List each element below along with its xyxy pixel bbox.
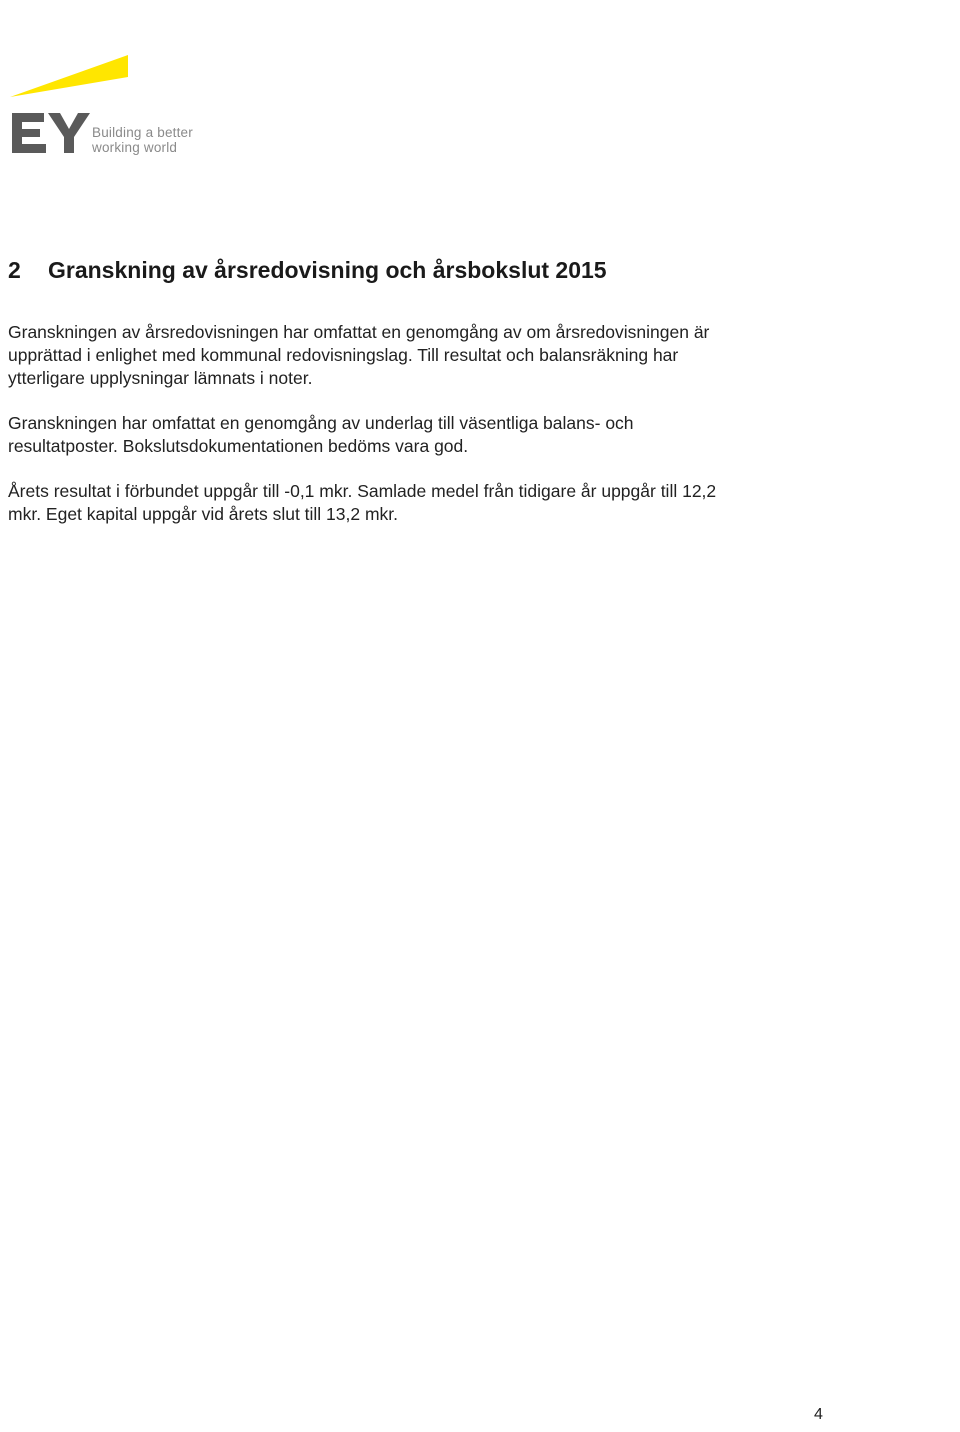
- logo-tagline: [92, 125, 193, 155]
- paragraph-line: Granskningen har omfattat en genomgång av underlag till väsentliga balans- och: [8, 413, 634, 433]
- section-number: 2: [8, 257, 21, 283]
- ey-beam-icon: [10, 55, 128, 97]
- paragraph-scope: [8, 321, 828, 390]
- paragraph-line: resultatposter. Bokslutsdokumentationen bedöms vara god.: [8, 436, 469, 456]
- tagline-line-1: Building a better: [92, 125, 193, 140]
- section-title: Granskning av årsredovisning och årsbokslut 2015: [48, 257, 607, 283]
- ey-letter-y-icon: [48, 113, 90, 153]
- paragraph-line: Granskningen av årsredovisningen har omfattat en genomgång av om årsredovisningen är: [8, 322, 710, 342]
- body-text: [8, 321, 828, 548]
- paragraph-documentation: [8, 412, 828, 458]
- paragraph-result: [8, 480, 828, 526]
- paragraph-line: mkr. Eget kapital uppgår vid årets slut till 13,2 mkr.: [8, 504, 399, 524]
- tagline-line-2: working world: [92, 140, 178, 155]
- paragraph-line: Årets resultat i förbundet uppgår till -0,1 mkr. Samlade medel från tidigare år uppgår till 12,2: [8, 481, 717, 501]
- paragraph-line: ytterligare upplysningar lämnats i noter.: [8, 368, 313, 388]
- ey-letter-e-icon: [12, 113, 46, 153]
- paragraph-line: upprättad i enlighet med kommunal redovisningslag. Till resultat och balansräkning har: [8, 345, 679, 365]
- page-number: 4: [814, 1406, 823, 1423]
- ey-logo: [10, 55, 210, 165]
- section-heading: [8, 257, 607, 284]
